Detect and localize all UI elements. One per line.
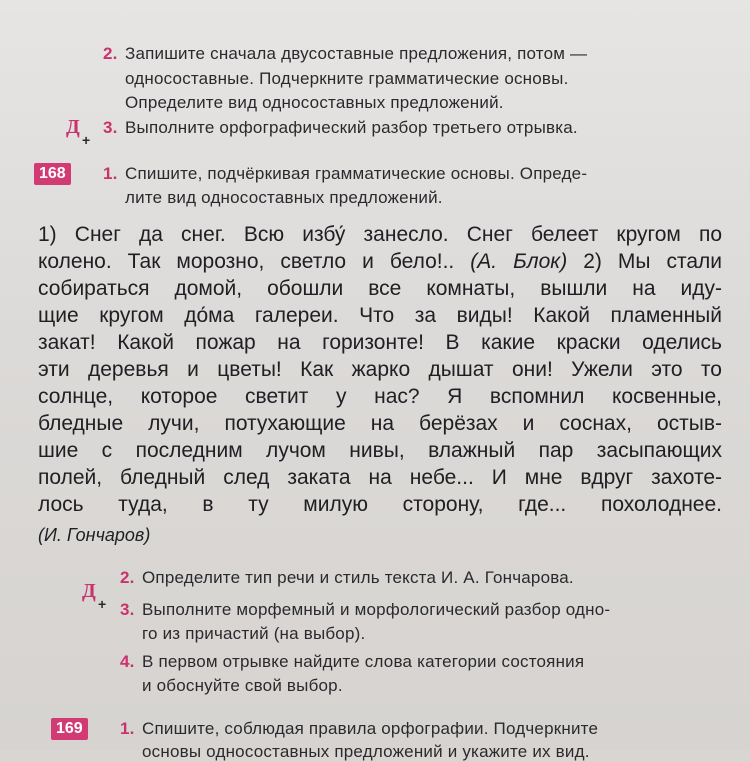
additional-task-marker-2: Д	[82, 580, 96, 602]
text-line-4: щие кругом до́ма галереи. Что за виды! Какой пламенный	[38, 304, 722, 327]
prev-task-3-line-1: Выполните орфографический разбор третьего отрывка.	[125, 118, 578, 137]
additional-task-plus-2: +	[98, 596, 107, 612]
ex168-task-4-line-1: В первом отрывке найдите слова категории состояния	[142, 652, 585, 671]
text-line-9: шие с последним лучом нивы, влажный пар засыпающих	[38, 439, 722, 462]
exercise-169-badge: 169	[51, 718, 88, 740]
text-line-10: полей, бледный след заката на небе... И мне вдруг захоте-	[38, 466, 722, 489]
text-line-6: эти деревья и цветы! Как жарко дышат они! Ужели это то	[38, 358, 722, 381]
ex168-task-3-line-2: го из причастий (на выбор).	[142, 624, 366, 643]
text-line-5: закат! Какой пожар на горизонте! В какие краски оделись	[38, 331, 722, 354]
text-line-2-a: колено. Так морозно, светло и бело!..	[38, 250, 455, 273]
prev-task-2-line-2: односоставные. Подчеркните грамматические основы.	[125, 69, 569, 88]
text-line-7: солнце, которое светит у нас? Я вспомнил косвенные,	[38, 385, 722, 408]
additional-task-plus: +	[82, 132, 91, 148]
additional-task-marker: Д	[66, 116, 80, 138]
prev-task-2-line-3: Определите вид односоставных предложений.	[125, 93, 504, 112]
ex168-task-2-line-1: Определите тип речи и стиль текста И. А. Гончарова.	[142, 568, 574, 587]
ex169-task-1-number: 1.	[120, 719, 135, 738]
source-blok: (А. Блок)	[470, 250, 568, 273]
ex169-task-1-line-1: Спишите, соблюдая правила орфографии. Подчеркните	[142, 719, 599, 738]
prev-task-3-number: 3.	[103, 118, 118, 137]
ex168-task-1-line-2: лите вид односоставных предложений.	[125, 188, 443, 207]
source-goncharov: (И. Гончаров)	[38, 525, 151, 545]
ex168-task-3-number: 3.	[120, 600, 135, 619]
prev-task-2-number: 2.	[103, 44, 118, 63]
ex168-task-1-line-1: Спишите, подчёркивая грамматические основы. Опреде-	[125, 164, 588, 183]
ex168-task-4-line-2: и обоснуйте свой выбор.	[142, 676, 343, 695]
exercise-168-badge: 168	[34, 163, 71, 185]
text-line-8: бледные лучи, потухающие на берёзах и соснах, остыв-	[38, 412, 722, 435]
ex168-task-1-number: 1.	[103, 164, 118, 183]
text-line-1: 1) Снег да снег. Всю избу́ занесло. Снег белеет кругом по	[38, 223, 722, 246]
ex168-task-2-number: 2.	[120, 568, 135, 587]
text-line-3: собираться домой, обошли все комнаты, вышли на иду-	[38, 277, 722, 300]
ex169-task-1-line-2: основы односоставных предложений и укажите их вид.	[142, 742, 590, 761]
text-line-2-b: 2) Мы стали	[567, 250, 722, 273]
prev-task-2-line-1: Запишите сначала двусоставные предложения, потом —	[125, 44, 588, 63]
text-line-2	[38, 249, 722, 275]
ex168-task-3-line-1: Выполните морфемный и морфологический разбор одно-	[142, 600, 611, 619]
text-line-11: лось туда, в ту милую сторону, где... похолоднее.	[38, 493, 722, 516]
ex168-task-4-number: 4.	[120, 652, 135, 671]
